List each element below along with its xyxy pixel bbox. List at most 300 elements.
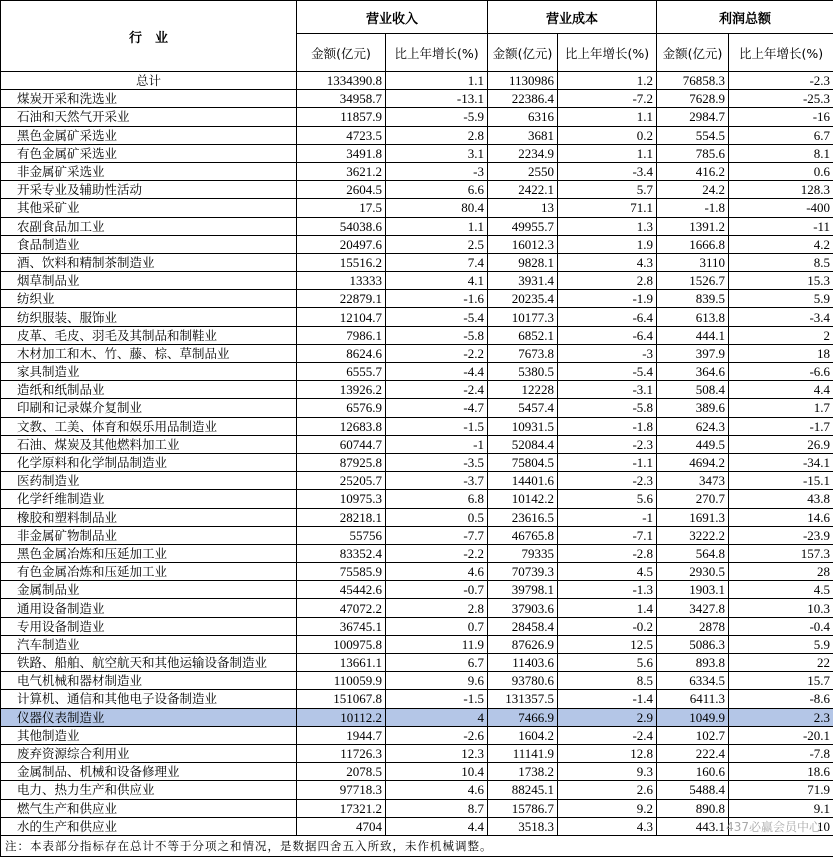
cost-amount: 2422.1 xyxy=(488,181,558,199)
industry-name: 石油和天然气开采业 xyxy=(1,108,297,126)
revenue-growth: -5.8 xyxy=(386,326,488,344)
profit-amount: 416.2 xyxy=(657,162,729,180)
cost-amount: 46765.8 xyxy=(488,526,558,544)
revenue-growth: 4.1 xyxy=(386,272,488,290)
table-row xyxy=(1,453,833,471)
revenue-amount: 3621.2 xyxy=(297,162,386,180)
industry-name: 其他采矿业 xyxy=(1,199,297,217)
total-row xyxy=(1,72,833,90)
profit-growth: 28 xyxy=(729,563,833,581)
table-row xyxy=(1,726,833,744)
profit-amount-header: 金额(亿元) xyxy=(657,34,729,72)
cost-amount: 37903.6 xyxy=(488,599,558,617)
table-row xyxy=(1,381,833,399)
table-row xyxy=(1,654,833,672)
revenue-growth: 7.4 xyxy=(386,253,488,271)
revenue-amount: 6576.9 xyxy=(297,399,386,417)
industry-name: 农副食品加工业 xyxy=(1,217,297,235)
cost-growth: 12.8 xyxy=(558,744,657,762)
profit-growth: 26.9 xyxy=(729,435,833,453)
revenue-growth-header: 比上年增长(%) xyxy=(386,34,488,72)
cost-growth: -2.3 xyxy=(558,472,657,490)
cost-amount: 11141.9 xyxy=(488,744,558,762)
industry-name: 仪器仪表制造业 xyxy=(1,708,297,726)
table-row xyxy=(1,217,833,235)
industry-name: 有色金属矿采选业 xyxy=(1,144,297,162)
cost-amount: 10177.3 xyxy=(488,308,558,326)
industry-name: 橡胶和塑料制品业 xyxy=(1,508,297,526)
profit-amount: 7628.9 xyxy=(657,90,729,108)
cost-growth: 4.5 xyxy=(558,563,657,581)
profit-growth: 8.5 xyxy=(729,253,833,271)
revenue-growth: -3 xyxy=(386,162,488,180)
revenue-amount: 22879.1 xyxy=(297,290,386,308)
revenue-amount: 3491.8 xyxy=(297,144,386,162)
revenue-amount: 17321.2 xyxy=(297,799,386,817)
cost-amount: 28458.4 xyxy=(488,617,558,635)
revenue-growth: 0.7 xyxy=(386,617,488,635)
cost-growth: 1.3 xyxy=(558,217,657,235)
cost-growth: 8.5 xyxy=(558,672,657,690)
cost-growth: 5.6 xyxy=(558,654,657,672)
table-row xyxy=(1,581,833,599)
profit-amount: 890.8 xyxy=(657,799,729,817)
revenue-amount: 6555.7 xyxy=(297,363,386,381)
cost-growth: -3.4 xyxy=(558,162,657,180)
industry-name: 开采专业及辅助性活动 xyxy=(1,181,297,199)
revenue-growth: -13.1 xyxy=(386,90,488,108)
profit-amount: 76858.3 xyxy=(657,72,729,90)
revenue-amount: 12683.8 xyxy=(297,417,386,435)
revenue-amount: 60744.7 xyxy=(297,435,386,453)
revenue-amount: 4704 xyxy=(297,817,386,835)
profit-amount: 893.8 xyxy=(657,654,729,672)
table-row xyxy=(1,363,833,381)
revenue-growth: -5.4 xyxy=(386,308,488,326)
industry-name: 其他制造业 xyxy=(1,726,297,744)
profit-growth: -3.4 xyxy=(729,308,833,326)
industry-name: 化学纤维制造业 xyxy=(1,490,297,508)
industry-name: 专用设备制造业 xyxy=(1,617,297,635)
profit-growth: -15.1 xyxy=(729,472,833,490)
profit-growth: 18 xyxy=(729,344,833,362)
profit-amount: 3222.2 xyxy=(657,526,729,544)
table-row xyxy=(1,690,833,708)
cost-amount: 23616.5 xyxy=(488,508,558,526)
cost-growth: -3 xyxy=(558,344,657,362)
industry-name: 电力、热力生产和供应业 xyxy=(1,781,297,799)
revenue-amount: 7986.1 xyxy=(297,326,386,344)
table-row xyxy=(1,272,833,290)
revenue-amount: 151067.8 xyxy=(297,690,386,708)
profit-amount: 2930.5 xyxy=(657,563,729,581)
cost-growth: 5.6 xyxy=(558,490,657,508)
cost-growth: 9.3 xyxy=(558,763,657,781)
profit-growth: -2.3 xyxy=(729,72,833,90)
cost-growth: 9.2 xyxy=(558,799,657,817)
profit-amount: 1049.9 xyxy=(657,708,729,726)
profit-amount: 2984.7 xyxy=(657,108,729,126)
revenue-growth: -1.5 xyxy=(386,417,488,435)
cost-growth: -1.3 xyxy=(558,581,657,599)
profit-amount: 5086.3 xyxy=(657,635,729,653)
revenue-amount: 2604.5 xyxy=(297,181,386,199)
cost-group-header: 营业成本 xyxy=(488,1,657,34)
table-row xyxy=(1,290,833,308)
revenue-growth: 80.4 xyxy=(386,199,488,217)
cost-growth: -2.8 xyxy=(558,544,657,562)
profit-amount: 6411.3 xyxy=(657,690,729,708)
table-row xyxy=(1,508,833,526)
cost-amount: 10931.5 xyxy=(488,417,558,435)
industry-name: 计算机、通信和其他电子设备制造业 xyxy=(1,690,297,708)
profit-growth: 2.3 xyxy=(729,708,833,726)
table-row xyxy=(1,563,833,581)
industry-name: 石油、煤炭及其他燃料加工业 xyxy=(1,435,297,453)
cost-growth: -1.1 xyxy=(558,453,657,471)
revenue-amount: 45442.6 xyxy=(297,581,386,599)
industry-name: 煤炭开采和洗选业 xyxy=(1,90,297,108)
cost-amount: 49955.7 xyxy=(488,217,558,235)
table-row xyxy=(1,435,833,453)
industry-name: 燃气生产和供应业 xyxy=(1,799,297,817)
cost-amount: 11403.6 xyxy=(488,654,558,672)
cost-amount: 87626.9 xyxy=(488,635,558,653)
cost-growth: -2.4 xyxy=(558,726,657,744)
profit-amount: 364.6 xyxy=(657,363,729,381)
revenue-amount: 13333 xyxy=(297,272,386,290)
cost-growth: -2.3 xyxy=(558,435,657,453)
revenue-amount: 55756 xyxy=(297,526,386,544)
revenue-amount: 20497.6 xyxy=(297,235,386,253)
revenue-amount: 28218.1 xyxy=(297,508,386,526)
industry-name: 化学原料和化学制品制造业 xyxy=(1,453,297,471)
table-row xyxy=(1,181,833,199)
cost-amount: 16012.3 xyxy=(488,235,558,253)
profit-amount: 1526.7 xyxy=(657,272,729,290)
cost-amount: 2234.9 xyxy=(488,144,558,162)
profit-growth: 15.3 xyxy=(729,272,833,290)
profit-growth: 5.9 xyxy=(729,290,833,308)
industry-name: 总计 xyxy=(1,72,297,90)
table-row xyxy=(1,399,833,417)
table-row xyxy=(1,781,833,799)
profit-amount: 449.5 xyxy=(657,435,729,453)
cost-amount: 131357.5 xyxy=(488,690,558,708)
table-row xyxy=(1,344,833,362)
revenue-amount: 97718.3 xyxy=(297,781,386,799)
industry-name: 非金属矿物制品业 xyxy=(1,526,297,544)
revenue-amount: 8624.6 xyxy=(297,344,386,362)
cost-amount: 9828.1 xyxy=(488,253,558,271)
profit-growth: -0.4 xyxy=(729,617,833,635)
profit-growth: 6.7 xyxy=(729,126,833,144)
cost-growth: 0.2 xyxy=(558,126,657,144)
revenue-growth: 4.6 xyxy=(386,781,488,799)
table-row xyxy=(1,235,833,253)
profit-amount: 270.7 xyxy=(657,490,729,508)
profit-growth: 2 xyxy=(729,326,833,344)
revenue-amount: 15516.2 xyxy=(297,253,386,271)
revenue-growth: 9.6 xyxy=(386,672,488,690)
revenue-amount: 10975.3 xyxy=(297,490,386,508)
cost-growth: -6.4 xyxy=(558,326,657,344)
table-row-highlighted xyxy=(1,708,833,726)
profit-amount: 102.7 xyxy=(657,726,729,744)
profit-amount: 1691.3 xyxy=(657,508,729,526)
table-row xyxy=(1,253,833,271)
profit-growth: 14.6 xyxy=(729,508,833,526)
revenue-growth: 2.8 xyxy=(386,126,488,144)
table-row xyxy=(1,199,833,217)
profit-growth: 128.3 xyxy=(729,181,833,199)
industry-name: 水的生产和供应业 xyxy=(1,817,297,835)
profit-amount: 5488.4 xyxy=(657,781,729,799)
profit-growth: 0.6 xyxy=(729,162,833,180)
profit-growth: 22 xyxy=(729,654,833,672)
cost-amount: 7673.8 xyxy=(488,344,558,362)
table-row xyxy=(1,108,833,126)
profit-growth: 43.8 xyxy=(729,490,833,508)
cost-growth-header: 比上年增长(%) xyxy=(558,34,657,72)
revenue-growth: 1.1 xyxy=(386,72,488,90)
industry-name: 皮革、毛皮、羽毛及其制品和制鞋业 xyxy=(1,326,297,344)
profit-amount: 443.1 xyxy=(657,817,729,835)
revenue-amount: 87925.8 xyxy=(297,453,386,471)
revenue-growth: 3.1 xyxy=(386,144,488,162)
cost-growth: 1.1 xyxy=(558,144,657,162)
cost-growth: 1.2 xyxy=(558,72,657,90)
cost-amount: 70739.3 xyxy=(488,563,558,581)
industry-name: 造纸和纸制品业 xyxy=(1,381,297,399)
profit-amount: 3473 xyxy=(657,472,729,490)
revenue-growth: 0.5 xyxy=(386,508,488,526)
revenue-amount: 2078.5 xyxy=(297,763,386,781)
industry-name: 纺织业 xyxy=(1,290,297,308)
revenue-amount: 4723.5 xyxy=(297,126,386,144)
industry-name: 文教、工美、体育和娱乐用品制造业 xyxy=(1,417,297,435)
profit-growth: -20.1 xyxy=(729,726,833,744)
profit-amount: 613.8 xyxy=(657,308,729,326)
profit-growth: -6.6 xyxy=(729,363,833,381)
revenue-amount: 54038.6 xyxy=(297,217,386,235)
profit-growth: 4.4 xyxy=(729,381,833,399)
revenue-amount: 83352.4 xyxy=(297,544,386,562)
cost-amount: 3518.3 xyxy=(488,817,558,835)
revenue-amount: 11726.3 xyxy=(297,744,386,762)
cost-growth: 1.9 xyxy=(558,235,657,253)
table-row xyxy=(1,617,833,635)
cost-amount: 2550 xyxy=(488,162,558,180)
industry-name: 黑色金属冶炼和压延加工业 xyxy=(1,544,297,562)
profit-growth: -11 xyxy=(729,217,833,235)
profit-amount: 1666.8 xyxy=(657,235,729,253)
profit-growth: -34.1 xyxy=(729,453,833,471)
cost-growth: 71.1 xyxy=(558,199,657,217)
revenue-growth: -4.4 xyxy=(386,363,488,381)
watermark: 437必赢会员中心 xyxy=(726,818,821,835)
profit-growth: 9.1 xyxy=(729,799,833,817)
revenue-growth: 6.7 xyxy=(386,654,488,672)
cost-amount: 14401.6 xyxy=(488,472,558,490)
cost-amount: 52084.4 xyxy=(488,435,558,453)
revenue-growth: 4 xyxy=(386,708,488,726)
industry-name: 汽车制造业 xyxy=(1,635,297,653)
profit-growth: -23.9 xyxy=(729,526,833,544)
revenue-amount: 25205.7 xyxy=(297,472,386,490)
profit-growth: 157.3 xyxy=(729,544,833,562)
profit-amount: 4694.2 xyxy=(657,453,729,471)
profit-amount: 222.4 xyxy=(657,744,729,762)
revenue-growth: 1.1 xyxy=(386,217,488,235)
cost-growth: -7.2 xyxy=(558,90,657,108)
industry-name: 金属制品、机械和设备修理业 xyxy=(1,763,297,781)
cost-amount: 3931.4 xyxy=(488,272,558,290)
profit-growth: -7.8 xyxy=(729,744,833,762)
table-row xyxy=(1,308,833,326)
revenue-growth: 4.4 xyxy=(386,817,488,835)
profit-growth: 15.7 xyxy=(729,672,833,690)
profit-amount: 397.9 xyxy=(657,344,729,362)
profit-growth: -1.7 xyxy=(729,417,833,435)
table-row xyxy=(1,162,833,180)
industry-name: 黑色金属矿采选业 xyxy=(1,126,297,144)
revenue-growth: -2.6 xyxy=(386,726,488,744)
industry-name: 医药制造业 xyxy=(1,472,297,490)
profit-amount: 508.4 xyxy=(657,381,729,399)
cost-amount: 1130986 xyxy=(488,72,558,90)
profit-growth: 8.1 xyxy=(729,144,833,162)
table-row xyxy=(1,490,833,508)
table-row xyxy=(1,472,833,490)
cost-amount: 13 xyxy=(488,199,558,217)
table-row xyxy=(1,744,833,762)
cost-amount: 79335 xyxy=(488,544,558,562)
profit-amount: 564.8 xyxy=(657,544,729,562)
revenue-growth: -5.9 xyxy=(386,108,488,126)
revenue-growth: 6.6 xyxy=(386,181,488,199)
revenue-amount: 110059.9 xyxy=(297,672,386,690)
profit-amount: 1391.2 xyxy=(657,217,729,235)
revenue-amount: 11857.9 xyxy=(297,108,386,126)
cost-amount: 6852.1 xyxy=(488,326,558,344)
industry-name: 有色金属冶炼和压延加工业 xyxy=(1,563,297,581)
cost-amount: 39798.1 xyxy=(488,581,558,599)
cost-growth: -1.9 xyxy=(558,290,657,308)
table-row xyxy=(1,635,833,653)
revenue-amount: 12104.7 xyxy=(297,308,386,326)
profit-amount: 444.1 xyxy=(657,326,729,344)
table-row xyxy=(1,817,833,835)
cost-amount: 93780.6 xyxy=(488,672,558,690)
table-note: 注：本表部分指标存在总计不等于分项之和情况，是数据四舍五入所致，未作机械调整。 xyxy=(1,835,833,856)
industry-name: 木材加工和木、竹、藤、棕、草制品业 xyxy=(1,344,297,362)
profit-group-header: 利润总额 xyxy=(657,1,833,34)
revenue-growth: -1.6 xyxy=(386,290,488,308)
revenue-amount: 36745.1 xyxy=(297,617,386,635)
revenue-growth: -2.4 xyxy=(386,381,488,399)
profit-growth: 4.5 xyxy=(729,581,833,599)
revenue-group-header: 营业收入 xyxy=(297,1,488,34)
revenue-amount: 47072.2 xyxy=(297,599,386,617)
cost-growth: 5.7 xyxy=(558,181,657,199)
profit-amount: 3427.8 xyxy=(657,599,729,617)
profit-amount: 3110 xyxy=(657,253,729,271)
table-row xyxy=(1,326,833,344)
cost-amount: 20235.4 xyxy=(488,290,558,308)
note-row xyxy=(1,835,833,856)
industry-name: 铁路、船舶、航空航天和其他运输设备制造业 xyxy=(1,654,297,672)
profit-amount: -1.8 xyxy=(657,199,729,217)
profit-amount: 6334.5 xyxy=(657,672,729,690)
cost-amount: 1738.2 xyxy=(488,763,558,781)
profit-growth: 10 xyxy=(729,817,833,835)
profit-growth: 4.2 xyxy=(729,235,833,253)
profit-amount: 24.2 xyxy=(657,181,729,199)
cost-amount: 3681 xyxy=(488,126,558,144)
table-row xyxy=(1,799,833,817)
cost-growth: 2.8 xyxy=(558,272,657,290)
cost-growth: 1.1 xyxy=(558,108,657,126)
cost-growth: 12.5 xyxy=(558,635,657,653)
profit-growth: -8.6 xyxy=(729,690,833,708)
cost-growth: 4.3 xyxy=(558,817,657,835)
profit-growth: 1.7 xyxy=(729,399,833,417)
revenue-amount: 34958.7 xyxy=(297,90,386,108)
profit-amount: 160.6 xyxy=(657,763,729,781)
cost-growth: 2.6 xyxy=(558,781,657,799)
revenue-growth: 6.8 xyxy=(386,490,488,508)
industry-name: 废弃资源综合利用业 xyxy=(1,744,297,762)
industry-name: 通用设备制造业 xyxy=(1,599,297,617)
revenue-growth: 12.3 xyxy=(386,744,488,762)
revenue-growth: -0.7 xyxy=(386,581,488,599)
cost-growth: -3.1 xyxy=(558,381,657,399)
cost-amount: 5380.5 xyxy=(488,363,558,381)
profit-growth: -25.3 xyxy=(729,90,833,108)
revenue-growth: 8.7 xyxy=(386,799,488,817)
profit-amount: 624.3 xyxy=(657,417,729,435)
industry-header: 行 业 xyxy=(1,1,297,72)
profit-amount: 389.6 xyxy=(657,399,729,417)
revenue-growth: 4.6 xyxy=(386,563,488,581)
cost-amount: 10142.2 xyxy=(488,490,558,508)
industry-name: 酒、饮料和精制茶制造业 xyxy=(1,253,297,271)
profit-amount: 1903.1 xyxy=(657,581,729,599)
profit-growth: -400 xyxy=(729,199,833,217)
profit-amount: 2878 xyxy=(657,617,729,635)
cost-growth: -1.4 xyxy=(558,690,657,708)
revenue-growth: 11.9 xyxy=(386,635,488,653)
profit-growth: 18.6 xyxy=(729,763,833,781)
cost-amount-header: 金额(亿元) xyxy=(488,34,558,72)
cost-growth: 2.9 xyxy=(558,708,657,726)
table-row xyxy=(1,672,833,690)
industry-name: 食品制造业 xyxy=(1,235,297,253)
industry-name: 非金属矿采选业 xyxy=(1,162,297,180)
profit-growth: 5.9 xyxy=(729,635,833,653)
cost-growth: 1.4 xyxy=(558,599,657,617)
revenue-amount: 1334390.8 xyxy=(297,72,386,90)
industry-name: 印刷和记录媒介复制业 xyxy=(1,399,297,417)
cost-growth: -5.8 xyxy=(558,399,657,417)
revenue-growth: -1 xyxy=(386,435,488,453)
table-row xyxy=(1,599,833,617)
cost-amount: 6316 xyxy=(488,108,558,126)
cost-growth: -1 xyxy=(558,508,657,526)
table-row xyxy=(1,144,833,162)
revenue-amount: 1944.7 xyxy=(297,726,386,744)
